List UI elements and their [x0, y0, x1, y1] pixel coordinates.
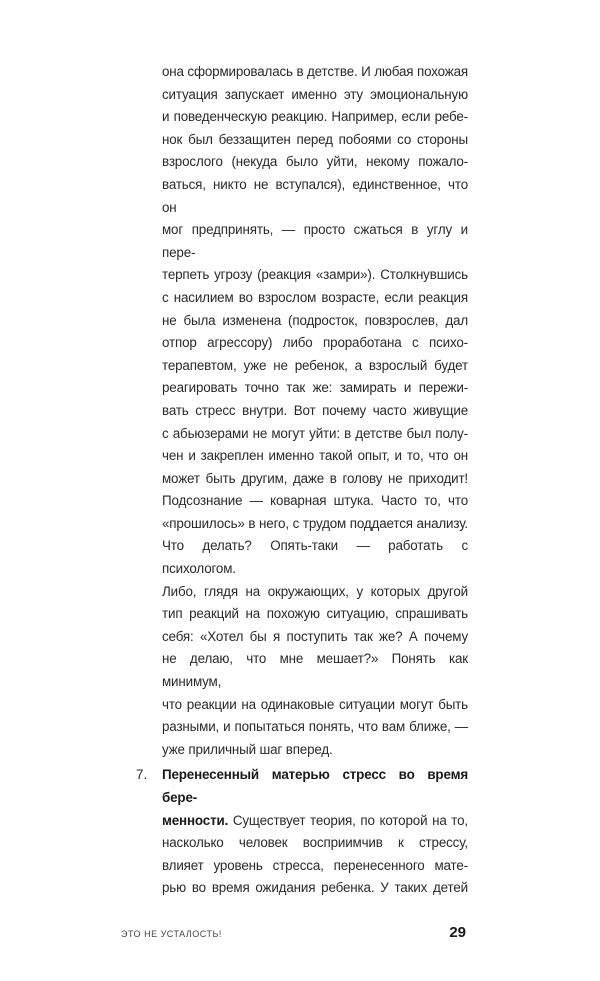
- text-line: мог предпринять, — просто сжаться в углу и пере-: [162, 222, 468, 260]
- item-heading: Перенесенный матерью стресс во время бере-: [162, 767, 468, 805]
- text-line: что реакции на одинаковые ситуации могут быть: [162, 696, 468, 712]
- text-line: реагировать точно так же: замирать и пережи-: [162, 380, 468, 396]
- list-number: 7.: [136, 767, 148, 783]
- text-line: насколько человек восприимчив к стрессу,: [162, 835, 468, 851]
- text-line: она сформировалась в детстве. И любая похожая: [162, 64, 468, 79]
- list-item-7: [136, 764, 468, 900]
- text-line: влияет уровень стресса, перенесенного мате-: [162, 857, 468, 873]
- text-line: Подсознание — коварная штука. Часто то, что: [162, 493, 468, 509]
- text-line: уже приличный шаг вперед.: [162, 741, 333, 757]
- text-line: Либо, глядя на окружающих, у которых другой: [162, 583, 468, 599]
- body-paragraph: [162, 61, 468, 761]
- text-line: с насилием во взрослом возрасте, если реакция: [162, 289, 468, 305]
- text-line: себя: «Хотел бы я поступить так же? А почему: [162, 628, 468, 644]
- text-line: нок был беззащитен перед побоями со стороны: [162, 131, 468, 147]
- item-text: Существует теория, по которой на то,: [228, 812, 468, 828]
- text-line: ваться, никто не вступался), единственное, что он: [162, 176, 468, 215]
- text-line: с абьюзерами не могут уйти: в детстве был полу-: [162, 425, 468, 441]
- text-line: может быть другим, даже в голову не приходит!: [162, 470, 468, 486]
- text-line: [162, 764, 468, 809]
- text-line: терапевтом, уже не ребенок, а взрослый будет: [162, 357, 468, 373]
- text-line: рью во время ожидания ребенка. У таких детей: [162, 880, 468, 896]
- text-line: тип реакций на похожую ситуацию, спрашивать: [162, 606, 468, 622]
- page-footer: [121, 900, 466, 941]
- text-line: отпор агрессору) либо проработана с психо-: [162, 335, 468, 351]
- text-line: чен и закреплен именно такой опыт, и то, что он: [162, 448, 468, 464]
- item-heading-end: менности.: [162, 812, 229, 828]
- text-line: терпеть угрозу (реакция «замри»). Столкнувшись: [162, 267, 468, 283]
- running-footer-title: ЭТО НЕ УСТАЛОСТЬ!: [121, 928, 222, 939]
- page-number: 29: [449, 923, 466, 941]
- text-line: [162, 810, 468, 833]
- text-line: и поведенческую реакцию. Например, если ребе-: [162, 109, 468, 125]
- text-line: «прошилось» в него, с трудом поддается анализу.: [162, 515, 468, 531]
- text-line: вать стресс внутри. Вот почему часто живущие: [162, 402, 468, 418]
- text-line: ситуация запускает именно эту эмоциональную: [162, 86, 468, 102]
- text-line: взрослого (некуда было уйти, некому пожало-: [162, 154, 468, 170]
- text-line: разными, и попытаться понять, что вам ближе, —: [162, 719, 468, 735]
- text-line: Что делать? Опять-таки — работать с психологом.: [162, 538, 468, 577]
- text-line: не делаю, что мне мешает?» Понять как минимум,: [162, 651, 468, 690]
- text-line: не была изменена (подросток, повзрослев, дал: [162, 312, 468, 328]
